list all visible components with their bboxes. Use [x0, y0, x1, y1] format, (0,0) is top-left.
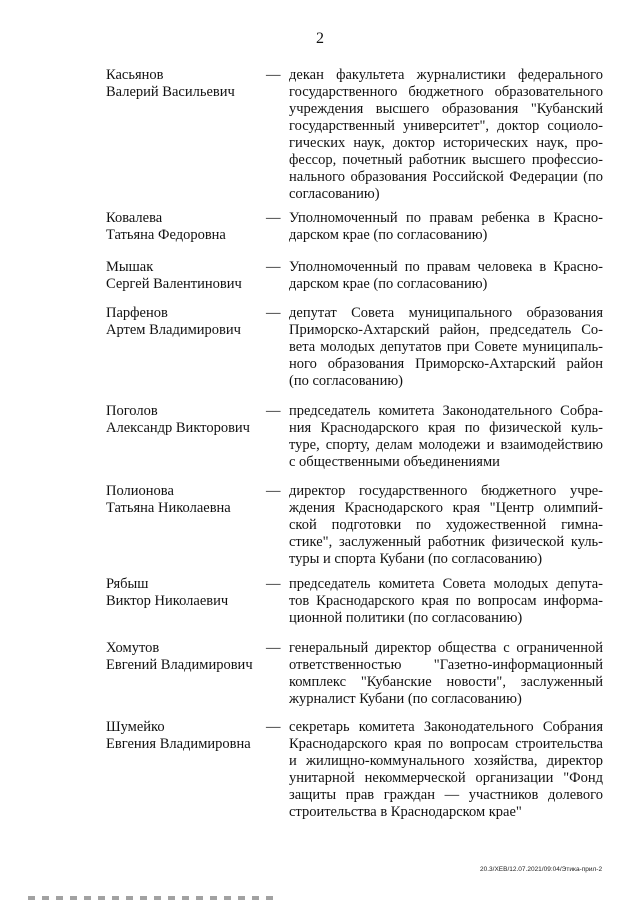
position-line: гических наук, доктор исторических наук, про-	[289, 135, 603, 151]
member-name	[106, 483, 266, 517]
position-line: стике", заслуженный работник физической куль-	[289, 534, 603, 550]
position-line: туры и спорта Кубани (по согласованию)	[289, 551, 543, 567]
position-line: фессор, почетный работник высшего профессио-	[289, 152, 603, 168]
position-line: ответственностью "Газетно-информационный	[289, 657, 603, 673]
position-line: председатель комитета Совета молодых депута-	[289, 576, 603, 592]
member-position	[289, 67, 603, 203]
member-position	[289, 305, 603, 390]
position-line: Приморско-Ахтарский район, председатель Со-	[289, 322, 603, 338]
em-dash: —	[266, 210, 281, 226]
member-given-names: Татьяна Федоровна	[106, 227, 226, 243]
position-line: учреждения высшего образования "Кубанский	[289, 101, 603, 117]
position-line: с общественными объединениями	[289, 454, 500, 470]
position-line: туре, спорту, делам молодежи и взаимодействию	[289, 437, 603, 453]
em-dash: —	[266, 719, 281, 735]
position-line: генеральный директор общества с ограниченной	[289, 640, 603, 656]
position-line: дарском крае (по согласованию)	[289, 276, 488, 292]
member-given-names: Евгений Владимирович	[106, 657, 253, 673]
member-position	[289, 259, 603, 293]
position-line: секретарь комитета Законодательного Собрания	[289, 719, 603, 735]
position-line: ного образования Приморско-Ахтарский район	[289, 356, 603, 372]
position-line: согласованию)	[289, 186, 380, 202]
member-surname: Касьянов	[106, 67, 164, 83]
position-line: журналист Кубани (по согласованию)	[289, 691, 522, 707]
position-line: ния Краснодарского края по физической куль-	[289, 420, 603, 436]
member-surname: Полионова	[106, 483, 174, 499]
position-line: тов Краснодарского края по вопросам информа-	[289, 593, 603, 609]
member-name	[106, 67, 266, 101]
position-line: декан факультета журналистики федерального	[289, 67, 603, 83]
page-number: 2	[316, 30, 324, 47]
position-line: и жилищно-коммунального хозяйства, директор	[289, 753, 603, 769]
member-surname: Шумейко	[106, 719, 165, 735]
member-surname: Хомутов	[106, 640, 160, 656]
position-line: государственного бюджетного образовательного	[289, 84, 603, 100]
position-line: государственный университет", доктор социоло-	[289, 118, 603, 134]
member-name	[106, 210, 266, 244]
em-dash: —	[266, 403, 281, 419]
member-position	[289, 576, 603, 627]
member-surname: Поголов	[106, 403, 158, 419]
position-line: ждения Краснодарского края "Центр олимпий-	[289, 500, 603, 516]
em-dash: —	[266, 305, 281, 321]
member-name	[106, 259, 266, 293]
member-position	[289, 210, 603, 244]
em-dash: —	[266, 259, 281, 275]
position-line: ской подготовки по художественной гимна-	[289, 517, 603, 533]
position-line: комплекс "Кубанские новости", заслуженный	[289, 674, 603, 690]
member-name	[106, 640, 266, 674]
member-name	[106, 403, 266, 437]
member-surname: Ковалева	[106, 210, 163, 226]
em-dash: —	[266, 640, 281, 656]
position-line: (по согласованию)	[289, 373, 403, 389]
member-surname: Мышак	[106, 259, 154, 275]
position-line: строительства в Краснодарском крае"	[289, 804, 522, 820]
em-dash: —	[266, 483, 281, 499]
member-given-names: Александр Викторович	[106, 420, 250, 436]
member-given-names: Татьяна Николаевна	[106, 500, 231, 516]
position-line: защиты прав граждан — участников долевого	[289, 787, 603, 803]
position-line: депутат Совета муниципального образования	[289, 305, 603, 321]
member-position	[289, 403, 603, 471]
member-surname: Парфенов	[106, 305, 168, 321]
position-line: Уполномоченный по правам человека в Красно-	[289, 259, 603, 275]
position-line: вета молодых депутатов при Совете муниципаль-	[289, 339, 603, 355]
member-position	[289, 719, 603, 821]
em-dash: —	[266, 67, 281, 83]
position-line: Уполномоченный по правам ребенка в Красно-	[289, 210, 603, 226]
position-line: ционной политики (по согласованию)	[289, 610, 523, 626]
position-line: унитарной некоммерческой организации "Фонд	[289, 770, 603, 786]
member-given-names: Евгения Владимировна	[106, 736, 251, 752]
position-line: нального образования Российской Федерации (по	[289, 169, 603, 185]
member-given-names: Артем Владимирович	[106, 322, 241, 338]
scan-edge-marks	[28, 896, 278, 900]
member-given-names: Виктор Николаевич	[106, 593, 229, 609]
position-line: дарском крае (по согласованию)	[289, 227, 488, 243]
document-footer-code: 20.3/ХЕВ/12.07.2021/09:04/Этика-прил-2	[480, 866, 603, 873]
position-line: Краснодарского края по вопросам строительства	[289, 736, 603, 752]
member-given-names: Валерий Васильевич	[106, 84, 235, 100]
member-name	[106, 719, 266, 753]
position-line: директор государственного бюджетного учре-	[289, 483, 603, 499]
member-surname: Рябыш	[106, 576, 149, 592]
member-position	[289, 640, 603, 708]
position-line: председатель комитета Законодательного Собра-	[289, 403, 603, 419]
em-dash: —	[266, 576, 281, 592]
member-name	[106, 576, 266, 610]
member-position	[289, 483, 603, 568]
member-name	[106, 305, 266, 339]
member-given-names: Сергей Валентинович	[106, 276, 242, 292]
